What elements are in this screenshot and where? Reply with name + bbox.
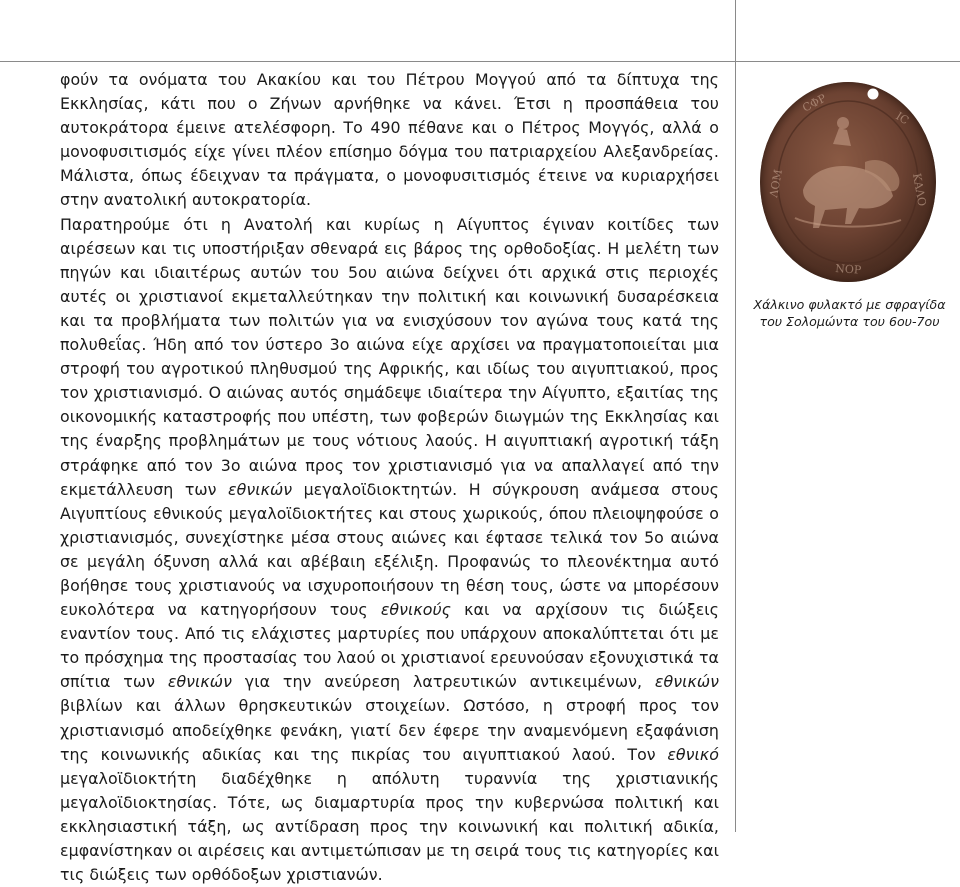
figure-caption [747, 296, 952, 330]
italic-term: εθνικό [667, 744, 719, 764]
main-text [60, 68, 719, 887]
italic-term: εθνικών [167, 672, 232, 692]
paragraph-2-text-d: για την ανεύρεση λατρευτικών αντικειμένων, [231, 672, 655, 692]
paragraph-2-text-a: Παρατηρούμε ότι η Ανατολή και κυρίως η Αίγυπτος έγιναν κοιτίδες των αιρέσεων και τις υποστήριξαν σθεναρά εις βάρος της ορθοδοξίας. Η μελέτη των πηγών και ιδιαιτέρως αυτών του 5ου αιώνα δείχνει ότι αρχικά στις περιοχές αυτές οι χριστιανοί εκμεταλλεύτηκαν την πολιτική και κοινωνική δυσαρέσκεια και τα προβλήματα των πολιτών για να ενισχύσουν τον αγώνα τους κατά της πολυθεΐας. Ήδη από τον ύστερο 3ο αιώνα είχε αρχίσει να πραγματοποιείται μια στροφή του αγροτικού πληθυσμού της Αφρικής, και ιδίως του αιγυπτιακού, προς τον χριστιανισμό. Ο αιώνας αυτός σημάδεψε ιδιαίτερα την Αίγυπτο, εξαιτίας της οικονομικής καταστροφής που υπέστη, των φοβερών διωγμών της Εκκλησίας και της έναρξης προβλημάτων με τους νότιους λαούς. Η αιγυπτιακή αγροτική τάξη στράφηκε από τον 3ο αιώνα προς τον χριστιανισμό για να απαλλαγεί από την εκμετάλλευση των [60, 214, 719, 499]
bronze-amulet-image [755, 78, 941, 286]
margin-divider [735, 0, 736, 832]
paragraph-2-text-b: μεγαλοϊδιοκτητών. Η σύγκρουση ανάμεσα στους Αιγυπτίους εθνικούς μεγαλοϊδιοκτήτες και στους χωρικούς, όπου πλειοψηφούσε ο χριστιανισμός, συνεχίστηκε μέσα στους αιώνες και έφτασε τελικά τον 5ο αιώνα σε μεγάλη όξυνση αλλά και αβέβαιη εξέλιξη. Προφανώς το πλεονέκτημα αυτό βοήθησε τους χριστιανούς να ισχυροποιήσουν τη θέση τους, ώστε να μπορέσουν ευκολότερα να κατηγορήσουν τους [60, 479, 720, 620]
caption-line-2: του Σολομώντα του 6ου-7ου [759, 314, 940, 329]
suspension-hole [868, 89, 879, 100]
svg-text:ΝΟΡ: ΝΟΡ [834, 262, 862, 277]
paragraph-2-text-f: μεγαλοϊδιοκτήτη διαδέχθηκε η απόλυτη τυραννία της χριστιανικής μεγαλοϊδιοκτησίας. Τότε, ως διαμαρτυρία προς την κυβερνώσα πολιτική και εκκλησιαστική τάξη, ως αντίδραση προς την κοινωνική και πολιτική αδικία, εμφανίστηκαν οι αιρέσεις και αντιμετώπισαν με τη σειρά τους τις κατηγορίες και τις διώξεις των ορθόδοξων χριστιανών. [60, 768, 719, 885]
paragraph-2-text-e: βιβλίων και άλλων θρησκευτικών στοιχείων. Ωστόσο, η στροφή προς τον χριστιανισμό αποδείχθηκε φενάκη, γιατί δεν έφερε την αναμενόμενη εξαφάνιση της κοινωνικής αδικίας και της πικρίας του αιγυπτιακού λαού. Τον [60, 696, 719, 764]
top-rule [0, 61, 960, 62]
svg-text:ΛΟΜ: ΛΟΜ [767, 168, 785, 199]
svg-text:ΚΑΛΟ: ΚΑΛΟ [910, 172, 929, 208]
italic-term: εθνικών [228, 479, 293, 499]
paragraph-2-text-c: και να αρχίσουν τις διώξεις εναντίον τους. Από τις ελάχιστες μαρτυρίες που υπάρχουν αποκαλύπτεται ότι με το πρόσχημα της προστασίας του λαού οι χριστιανοί ερευνούσαν εξονυχιστικά τα σπίτια των [60, 600, 719, 692]
amulet-illustration [755, 78, 941, 286]
paragraph-1-text: φούν τα ονόματα του Ακακίου και του Πέτρου Μογγού από τα δίπτυχα της Εκκλησίας, κάτι που ο Ζήνων αρνήθηκε να κάνει. Έτσι η προσπάθεια του αυτοκράτορα έμεινε ατελέσφορη. Το 490 πέθανε και ο Πέτρος Μογγός, αλλά ο μονοφυσιτισμός είχε γίνει πλέον επίσημο δόγμα του πατριαρχείου Αλεξανδρείας. Μάλιστα, όπως έδειχναν τα πράγματα, ο μονοφυσιτισμός έτεινε να κυριαρχήσει στην ανατολική αυτοκρατορία. [60, 70, 719, 210]
caption-line-1: Χάλκινο φυλακτό με σφραγίδα [753, 297, 946, 312]
svg-text:ϹΦΡ: ϹΦΡ [800, 91, 829, 115]
italic-term: εθνικούς [380, 600, 452, 620]
paragraph-2 [60, 213, 719, 887]
svg-text:ΙϹ: ΙϹ [893, 109, 912, 128]
paragraph-1 [60, 68, 719, 213]
italic-term: εθνικών [654, 672, 719, 692]
